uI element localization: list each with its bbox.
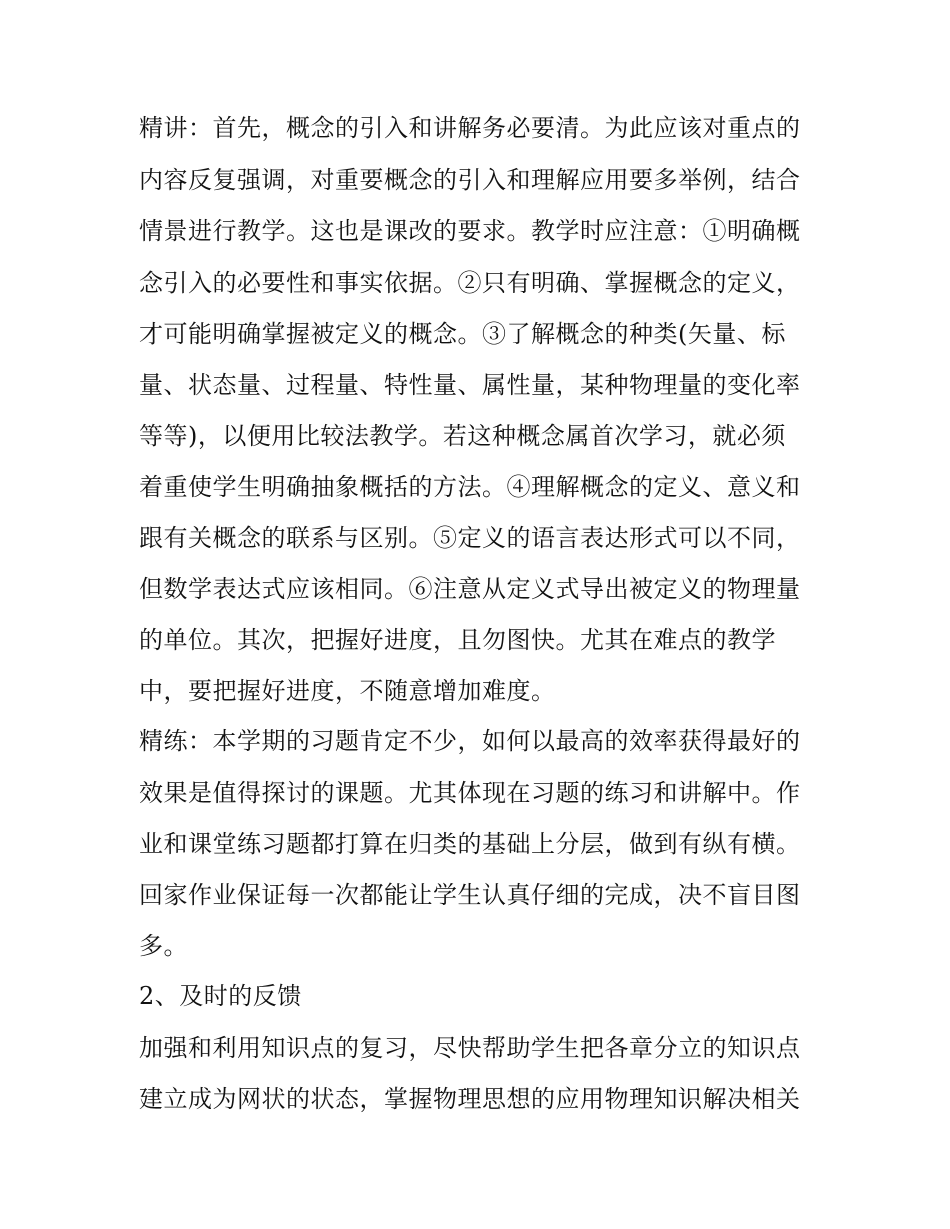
text-line: 效果是值得探讨的课题。尤其体现在习题的练习和讲解中。作 [139, 779, 801, 807]
text-line: 才可能明确掌握被定义的概念。③了解概念的种类(矢量、标 [139, 320, 786, 348]
text-line: 内容反复强调，对重要概念的引入和理解应用要多举例，结合 [139, 166, 801, 194]
text-line: 加强和利用知识点的复习，尽快帮助学生把各章分立的知识点 [139, 1034, 801, 1062]
text-line: 建立成为网状的状态，掌握物理思想的应用物理知识解决相关 [139, 1085, 801, 1113]
text-line: 中，要把握好进度，不随意增加难度。 [139, 677, 556, 705]
text-line: 精讲：首先，概念的引入和讲解务必要清。为此应该对重点的 [139, 114, 801, 142]
text-line: 业和课堂练习题都打算在归类的基础上分层，做到有纵有横。 [139, 830, 801, 858]
text-line: 精练：本学期的习题肯定不少，如何以最高的效率获得最好的 [139, 727, 801, 755]
text-line: 念引入的必要性和事实依据。②只有明确、掌握概念的定义， [139, 269, 801, 297]
text-line: 的单位。其次，把握好进度，且勿图快。尤其在难点的教学 [139, 626, 776, 654]
text-line: 量、状态量、过程量、特性量、属性量，某种物理量的变化率 [139, 371, 801, 399]
section-heading: 2、及时的反馈 [139, 982, 302, 1010]
text-line: 跟有关概念的联系与区别。⑤定义的语言表达形式可以不同， [139, 524, 801, 552]
text-line: 着重使学生明确抽象概括的方法。④理解概念的定义、意义和 [139, 473, 801, 501]
text-line: 但数学表达式应该相同。⑥注意从定义式导出被定义的物理量 [139, 575, 801, 603]
text-line: 回家作业保证每一次都能让学生认真仔细的完成，决不盲目图 [139, 881, 801, 909]
text-line: 等等)，以便用比较法教学。若这种概念属首次学习，就必须 [139, 422, 786, 450]
text-line: 多。 [139, 932, 188, 960]
text-line: 情景进行教学。这也是课改的要求。教学时应注意：①明确概 [139, 217, 801, 245]
